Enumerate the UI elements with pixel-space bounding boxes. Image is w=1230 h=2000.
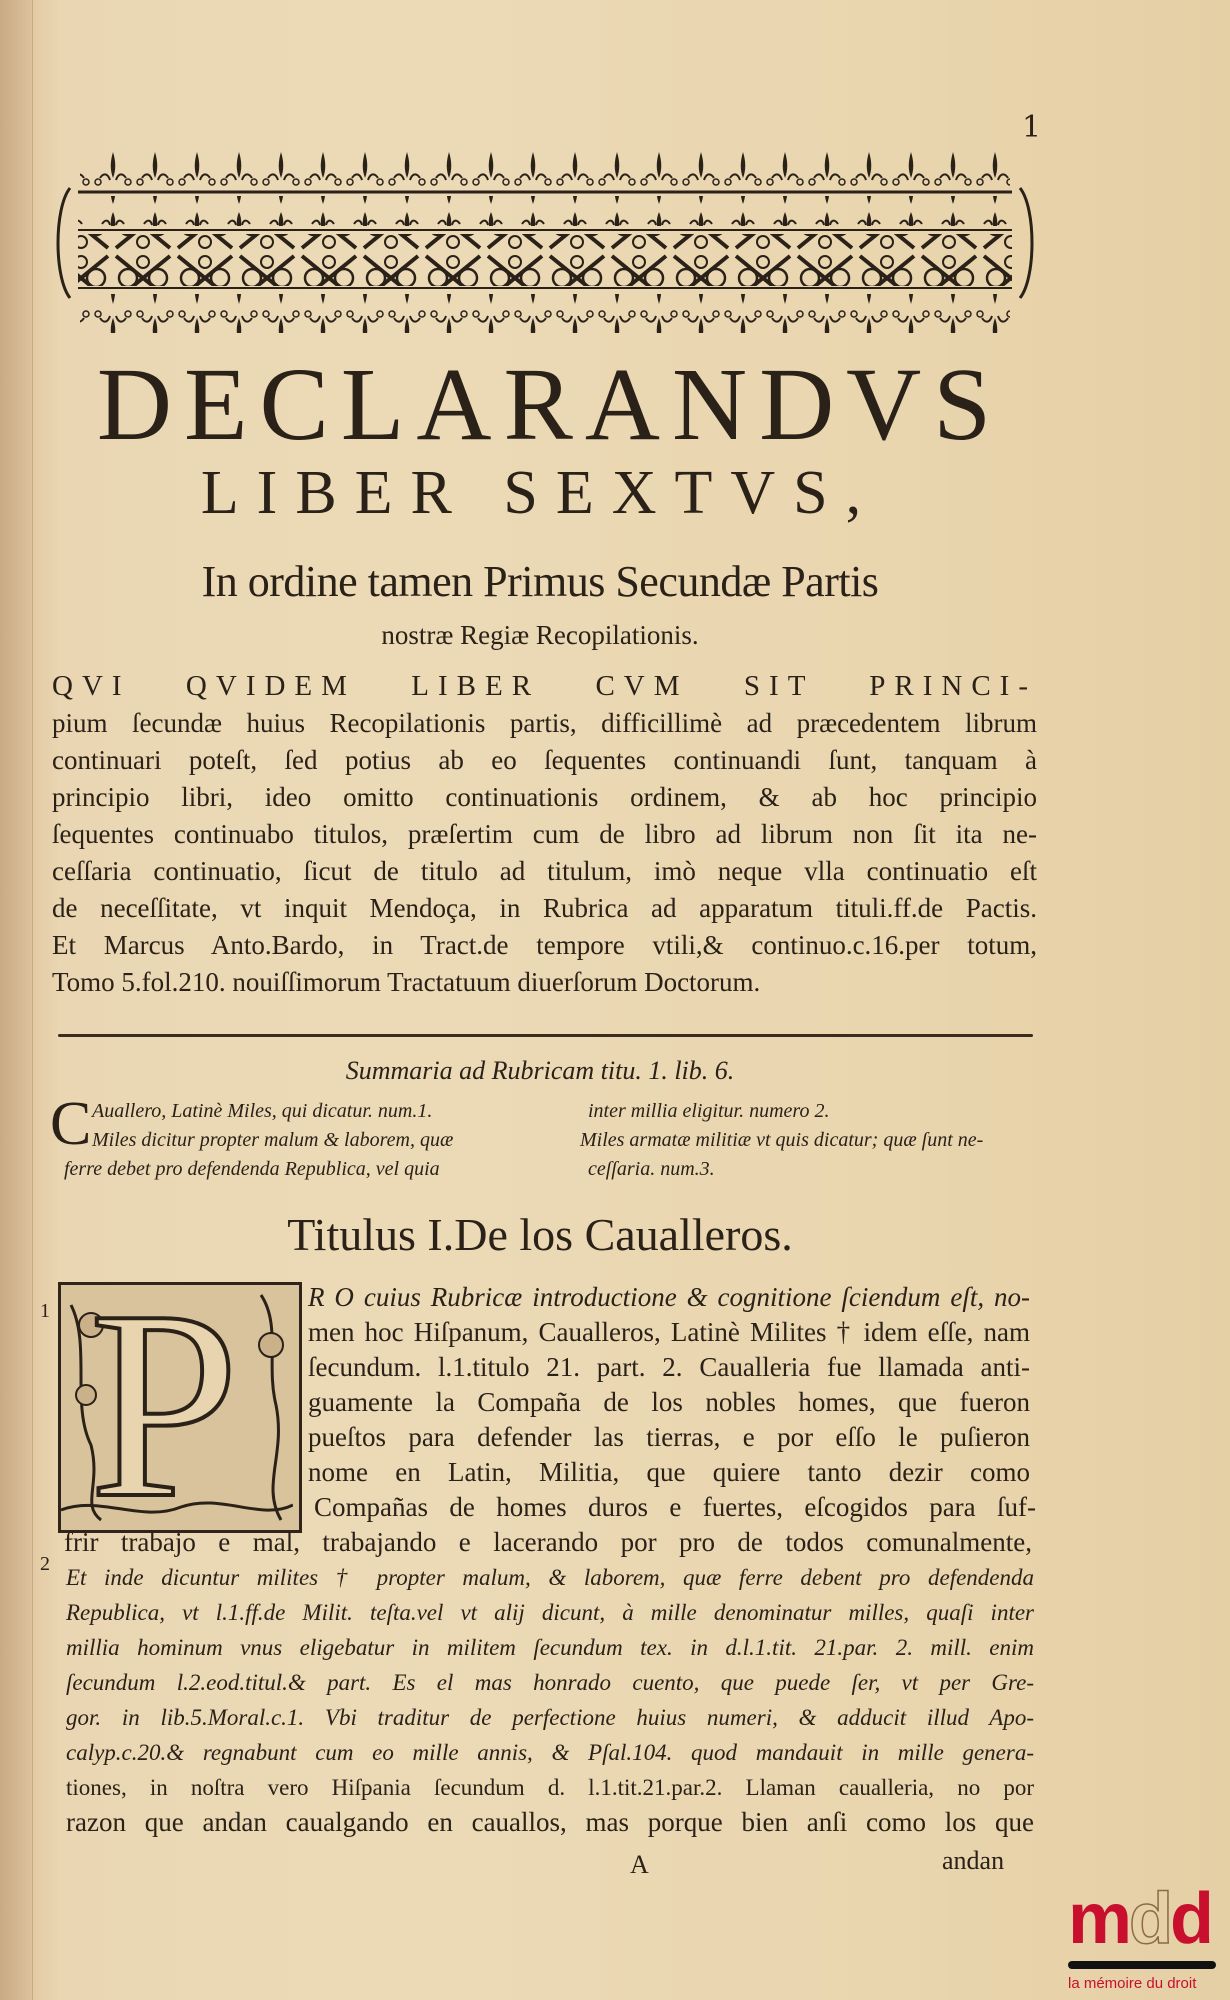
body-line: Et inde dicuntur milites † propter malum, & laborem, quæ ferre debent pro defendenda: [66, 1565, 1034, 1590]
summaria-line: ferre debet pro defendenda Republica, vel quia: [64, 1158, 440, 1180]
summaria-line: Auallero, Latinè Miles, qui dicatur. num.1.: [92, 1100, 433, 1122]
logo-tagline: la mémoire du droit: [1068, 1975, 1197, 1992]
body-text: [58, 1280, 1036, 1840]
logo-underline: [1068, 1961, 1216, 1969]
section-divider: [58, 1034, 1033, 1037]
body-line: men hoc Hiſpanum, Caualleros, Latinè Milites † idem eſſe, nam: [308, 1317, 1030, 1347]
logo-mark: mdd: [1068, 1879, 1211, 1959]
intro-line: Et Marcus Anto.Bardo, in Tract.de tempore vtili,& continuo.c.16.per totum,: [52, 930, 1037, 960]
summaria-line: Miles dicitur propter malum & laborem, quæ: [92, 1129, 454, 1151]
intro-line: ceſſaria continuatio, ſicut de titulo ad titulum, imò neque vlla continuatio eſt: [52, 856, 1037, 886]
body-line: razon que andan caualgando en cauallos, mas porque bien anſi como los que: [66, 1807, 1034, 1837]
body-line: gor. in lib.5.Moral.c.1. Vbi traditur de perfectione huius numeri, & adducit illud Apo-: [66, 1705, 1034, 1730]
margin-note: 2: [40, 1553, 50, 1575]
subheading-secondary: nostræ Regiæ Recopilationis.: [381, 620, 699, 650]
intro-line: Tomo 5.fol.210. nouiſſimorum Tractatuum diuerſorum Doctorum.: [52, 967, 761, 997]
body-line: Compañas de homes duros e fuertes, eſcogidos para ſuf-: [314, 1492, 1036, 1522]
intro-line: ſequentes continuabo titulos, præſertim cum de libro ad librum non ſit ita ne-: [52, 819, 1037, 849]
intro-line: continuari poteſt, ſed potius ab eo ſequentes continuandi ſunt, tanquam à: [52, 745, 1037, 775]
summaria-line: inter millia eligitur. numero 2.: [588, 1100, 830, 1122]
body-line: pueſtos para defender las tierras, e por eſſo le puſieron: [308, 1422, 1030, 1452]
book-gutter: [0, 0, 33, 2000]
body-line: millia hominum vnus eligebatur in militem ſecundum tex. in d.l.1.tit. 21.par. 2. mill. enim: [66, 1635, 1034, 1660]
intro-line: principio libri, ideo omitto continuationis ordinem, & ab hoc principio: [52, 782, 1037, 812]
fleur-de-lis-ornament-icon: [50, 148, 1040, 333]
page-number: 1: [1022, 110, 1042, 145]
book-subtitle: LIBER SEXTVS,: [200, 459, 880, 527]
body-line: R O cuius Rubricæ introductione & cognitione ſciendum eſt, no-: [308, 1282, 1030, 1312]
summaria-line: ceſſaria. num.3.: [588, 1158, 715, 1180]
summaria-heading: Summaria ad Rubricam titu. 1. lib. 6.: [345, 1056, 735, 1085]
drop-cap-letter: P: [89, 1255, 240, 1554]
summaria-left-column: [50, 1090, 538, 1184]
body-line: ſecundum. l.1.titulo 21. part. 2. Caualleria fue llamada anti-: [308, 1352, 1030, 1382]
book-title: DECLARANDVS: [96, 347, 1004, 462]
body-line: frir trabajo e mal, trabajando e lacerando por pro de todos comunalmente,: [64, 1527, 1032, 1557]
signature-mark: A: [630, 1850, 649, 1879]
summaria-line: Miles armatæ militiæ vt quis dicatur; quæ ſunt ne-: [580, 1129, 984, 1151]
intro-line: QVI QVIDEM LIBER CVM SIT PRINCI-: [52, 670, 1037, 702]
body-line: nome en Latin, Militia, que quiere tanto dezir como: [308, 1457, 1030, 1487]
intro-line: pium ſecundæ huius Recopilationis partis, difficillimè ad præcedentem librum: [52, 708, 1037, 738]
intro-line: de neceſſitate, vt inquit Mendoça, in Rubrica ad apparatum tituli.ff.de Pactis.: [52, 893, 1037, 923]
body-line: Republica, vt l.1.ff.de Milit. teſta.vel vt alij dicunt, à mille denominatur milles, quaſi inter: [66, 1600, 1034, 1625]
summaria-drop-letter: C: [50, 1090, 92, 1158]
body-line: calyp.c.20.& regnabunt cum eo mille annis, & Pſal.104. quod mandauit in mille genera-: [66, 1740, 1034, 1765]
intro-paragraph: [52, 668, 1037, 1001]
body-line: guamente la Compaña de los nobles homes, que fueron: [308, 1387, 1030, 1417]
catchword: andan: [942, 1846, 1005, 1875]
body-line: ſecundum l.2.eod.titul.& part. Es el mas honrado cuento, que puede ſer, vt per Gre-: [66, 1670, 1034, 1695]
titulus-heading: Titulus I.De los Caualleros.: [287, 1209, 793, 1260]
margin-note: 1: [40, 1300, 50, 1322]
summaria-right-column: [580, 1097, 1040, 1184]
subheading: In ordine tamen Primus Secundæ Partis: [201, 557, 879, 606]
body-line: tiones, in noſtra vero Hiſpania ſecundum d. l.1.tit.21.par.2. Llaman caualleria, no por: [66, 1775, 1034, 1800]
watermark-logo: [1068, 1879, 1228, 1995]
